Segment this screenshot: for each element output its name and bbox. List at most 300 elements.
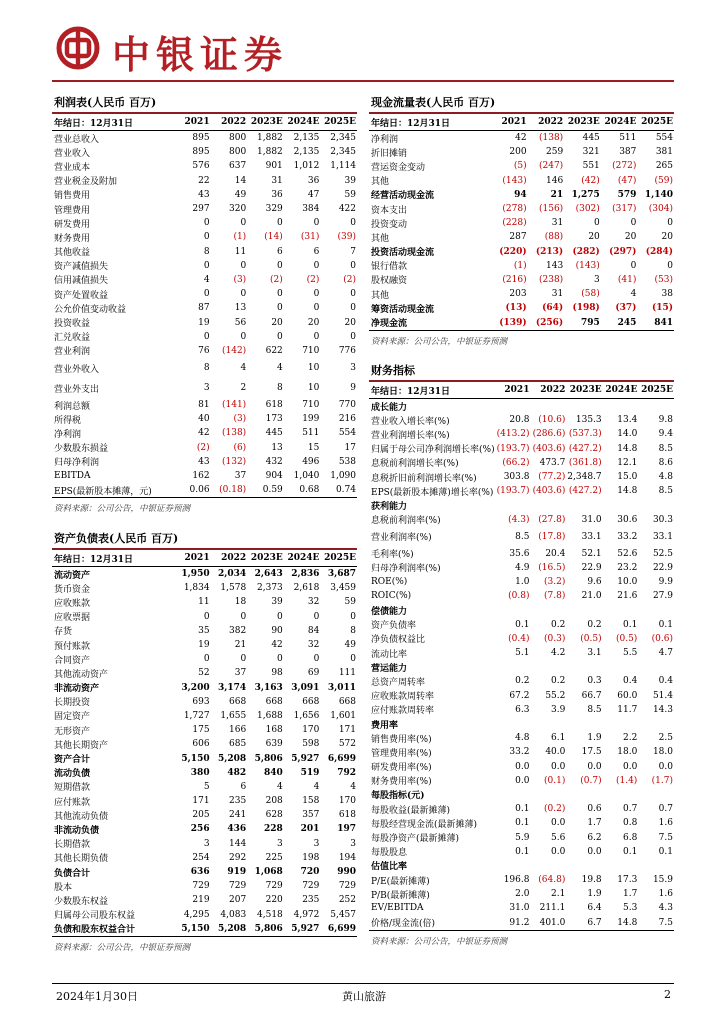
- row-label: 每股指标(元): [371, 791, 425, 802]
- row-label: 偿债能力: [371, 607, 408, 618]
- cell-value: 0: [277, 260, 283, 271]
- cell-value: 919: [227, 867, 247, 878]
- cell-value: 4.8: [515, 733, 530, 744]
- cell-value: 39: [344, 175, 356, 186]
- cell-value: [603, 859, 639, 873]
- cell-value: 303.8: [503, 472, 530, 483]
- table-row: [52, 652, 357, 666]
- cell-value: 445: [265, 428, 283, 439]
- cell-value: [566, 498, 602, 512]
- cell-value: (1): [233, 232, 247, 243]
- cell-value: 35: [198, 625, 210, 636]
- cell-value: (427.2): [568, 443, 602, 454]
- table-row: [52, 159, 357, 173]
- cell-value: 9.8: [658, 415, 673, 426]
- cell-value: 3,459: [330, 583, 356, 594]
- table-header-row: [369, 114, 674, 131]
- row-label: 应收账款周转率: [371, 692, 435, 703]
- cell-value: 3: [350, 363, 356, 373]
- table-row: [369, 174, 674, 188]
- row-label: 研发费用: [54, 219, 91, 230]
- cell-value: 2,348.7: [567, 472, 602, 483]
- row-label: 公允价值变动收益: [54, 304, 127, 315]
- cell-value: 4.8: [658, 472, 673, 483]
- cell-value: 4.2: [551, 648, 566, 659]
- cell-value: (2): [343, 274, 356, 285]
- cell-value: 1.9: [587, 733, 602, 744]
- cell-value: 0.0: [551, 818, 566, 829]
- cell-value: 287: [509, 232, 527, 243]
- cell-value: 576: [192, 161, 210, 172]
- cell-value: (304): [648, 204, 673, 215]
- cell-value: 66.7: [581, 690, 602, 701]
- cell-value: 445: [582, 133, 600, 144]
- cell-value: 4.7: [658, 648, 673, 659]
- cell-value: 0: [350, 289, 356, 300]
- table-row: [369, 703, 674, 717]
- cell-value: 0: [277, 331, 283, 342]
- cell-value: 895: [192, 133, 210, 144]
- cell-value: 49: [344, 640, 356, 651]
- cell-value: (403.6): [532, 443, 566, 454]
- cell-value: (193.7): [496, 443, 530, 454]
- cell-value: 990: [337, 867, 356, 878]
- table-row: [52, 426, 357, 440]
- cell-value: 329: [265, 204, 283, 215]
- table-row: [52, 666, 357, 680]
- row-label: 总资产周转率: [371, 677, 426, 688]
- cell-value: [638, 498, 674, 512]
- row-label: 流动比率: [371, 649, 408, 660]
- cell-value: 0.2: [587, 619, 602, 630]
- cell-value: [638, 660, 674, 674]
- cell-value: [530, 399, 566, 414]
- cell-value: 173: [265, 414, 283, 425]
- cell-value: (5): [513, 161, 527, 172]
- row-label: 股权融资: [371, 276, 408, 287]
- cell-value: 0: [203, 218, 210, 229]
- cell-value: 554: [655, 133, 673, 144]
- cell-value: 538: [338, 456, 356, 467]
- cell-value: 40: [198, 414, 210, 425]
- header-label: 年结日：12月31日: [369, 382, 495, 399]
- cell-value: (31): [300, 232, 320, 243]
- table-row: [52, 794, 357, 808]
- cell-value: (537.3): [568, 429, 602, 440]
- cell-value: (88): [544, 232, 564, 243]
- table-row: [52, 893, 357, 907]
- cell-value: 32: [307, 597, 320, 608]
- cell-value: 42: [271, 640, 283, 651]
- cell-value: 482: [227, 767, 247, 778]
- table-row: [369, 802, 674, 816]
- row-label: 营业收入增长率(%): [371, 416, 450, 427]
- cell-value: 6.7: [587, 917, 602, 928]
- cell-value: 6.8: [622, 832, 638, 843]
- cell-value: 12.1: [617, 457, 638, 468]
- cell-value: [603, 717, 639, 731]
- cell-value: 5,208: [218, 753, 247, 764]
- cell-value: 436: [227, 824, 247, 835]
- cell-value: 81: [198, 400, 210, 411]
- row-label: 长期投资: [54, 698, 91, 709]
- table-row: [369, 230, 674, 244]
- cell-value: 39: [271, 597, 283, 608]
- table-row: [369, 760, 674, 774]
- cell-value: 36: [307, 175, 320, 186]
- cell-value: [603, 603, 639, 617]
- cell-value: 0.1: [515, 619, 530, 630]
- row-label: 估值比率: [371, 862, 408, 873]
- cell-value: 143: [546, 260, 564, 271]
- cell-value: [495, 788, 531, 802]
- cell-value: 201: [300, 824, 320, 835]
- cell-value: 2.5: [658, 733, 673, 744]
- cell-value: [638, 717, 674, 731]
- cell-value: 14.8: [617, 917, 638, 928]
- cell-value: (3): [233, 414, 247, 425]
- table-row: [369, 456, 674, 470]
- cell-value: 3: [203, 383, 210, 393]
- cell-value: 19.8: [581, 875, 602, 886]
- cell-value: 3: [277, 838, 283, 849]
- table-row: [369, 216, 674, 230]
- table-row: [369, 916, 674, 930]
- cell-value: [530, 498, 566, 512]
- cell-value: 0.1: [622, 846, 638, 857]
- cell-value: 1,090: [330, 471, 356, 482]
- row-label: EPS(最新股本摊薄，元): [54, 486, 152, 497]
- cell-value: (15): [651, 303, 673, 314]
- table-row: [369, 442, 674, 456]
- cell-value: 3,174: [218, 682, 247, 693]
- table-row: [369, 259, 674, 273]
- cell-value: 0: [350, 654, 356, 665]
- cell-value: 4: [277, 363, 283, 373]
- cell-value: 1,727: [183, 710, 210, 721]
- cell-value: [566, 717, 602, 731]
- cell-value: 387: [619, 147, 637, 158]
- cell-value: 20: [271, 317, 283, 328]
- table-row: [369, 145, 674, 159]
- cell-value: [638, 399, 674, 414]
- cell-value: 3: [203, 838, 210, 849]
- cell-value: (272): [612, 161, 637, 172]
- cell-value: (0.4): [508, 633, 530, 644]
- row-label: EPS(最新股本摊薄)增长率(%): [371, 487, 494, 498]
- cell-value: 3,163: [254, 682, 283, 693]
- row-label: 经营活动现金流: [371, 191, 435, 202]
- cell-value: 4: [350, 781, 356, 792]
- header-year: 2025E: [638, 382, 674, 399]
- cell-value: 31.0: [509, 903, 530, 914]
- cell-value: 6: [313, 246, 320, 257]
- cell-value: 2.1: [551, 889, 566, 900]
- header-year: 2023E: [247, 550, 284, 567]
- cell-value: 23.2: [617, 562, 638, 573]
- cell-value: 0.2: [551, 676, 566, 687]
- row-label: 非流动负债: [54, 825, 100, 836]
- header-year: 2024E: [284, 114, 321, 131]
- header-year: 2025E: [637, 114, 674, 131]
- table-header-row: [369, 382, 674, 399]
- header-label: 年结日：12月31日: [52, 550, 174, 567]
- table-row: [369, 774, 674, 788]
- cell-value: 35.6: [509, 548, 530, 559]
- row-label: 预付账款: [54, 641, 91, 652]
- cell-value: 33.1: [581, 531, 602, 542]
- cell-value: (247): [538, 161, 564, 172]
- cell-value: 0.0: [551, 846, 566, 857]
- cell-value: [638, 603, 674, 617]
- table-row: [369, 632, 674, 646]
- table-row: [52, 709, 357, 723]
- cell-value: 0.3: [587, 676, 602, 687]
- cell-value: 519: [300, 767, 320, 778]
- cell-value: 171: [338, 725, 356, 736]
- cell-value: 0.1: [515, 804, 530, 815]
- cell-value: 800: [229, 147, 247, 158]
- cell-value: 4,295: [183, 909, 210, 920]
- cell-value: 0: [667, 260, 673, 271]
- cell-value: 9.9: [658, 577, 673, 588]
- cell-value: 8: [203, 246, 210, 257]
- cell-value: 14.8: [617, 443, 638, 454]
- cell-value: 2,135: [293, 147, 320, 158]
- cell-value: 668: [229, 696, 247, 707]
- cell-value: 693: [192, 696, 210, 707]
- cell-value: 618: [338, 810, 356, 821]
- cell-value: 144: [229, 838, 247, 849]
- cell-value: 579: [617, 189, 637, 200]
- cell-value: (2): [306, 274, 320, 285]
- cell-value: (403.6): [532, 486, 566, 497]
- cell-value: 3,200: [181, 682, 210, 693]
- cell-value: 1,012: [293, 161, 320, 172]
- cell-value: 1,068: [254, 867, 283, 878]
- cell-value: [566, 399, 602, 414]
- cell-value: 14.3: [652, 704, 673, 715]
- row-label: 每股净资产(最新摊薄): [371, 834, 460, 845]
- cell-value: (132): [221, 456, 247, 467]
- table-row: [52, 412, 357, 426]
- cell-value: 19: [198, 640, 210, 651]
- header-year: 2022: [528, 114, 565, 131]
- cell-value: (427.2): [568, 486, 602, 497]
- cell-value: 0.1: [515, 846, 530, 857]
- cell-value: 2,034: [218, 569, 247, 580]
- cell-value: 20.4: [545, 548, 566, 559]
- table-row: [369, 188, 674, 202]
- cell-value: [566, 660, 602, 674]
- cell-value: 0.7: [622, 804, 638, 815]
- row-label: 应付账款周转率: [371, 706, 435, 717]
- row-label: 归属于母公司净利润增长率(%): [371, 445, 495, 456]
- cell-value: 18.0: [617, 747, 638, 758]
- table-row: [369, 788, 674, 802]
- financial-ratios-table: [369, 382, 674, 930]
- cell-value: 42: [198, 428, 210, 439]
- cell-value: 162: [192, 471, 210, 482]
- table-row: [52, 922, 357, 936]
- cell-value: 0: [313, 331, 320, 342]
- cell-value: 357: [302, 810, 320, 821]
- cell-value: 622: [265, 345, 283, 356]
- cell-value: (413.2): [496, 429, 530, 440]
- cell-value: 598: [302, 739, 320, 750]
- header-year: 2024E: [603, 382, 639, 399]
- cell-value: 10.0: [617, 577, 638, 588]
- table-row: [369, 399, 674, 414]
- cell-value: 21: [550, 189, 564, 200]
- row-label: 每股收益(最新摊薄): [371, 805, 451, 816]
- cell-value: 1,040: [293, 471, 320, 482]
- table-row: [52, 737, 357, 751]
- row-label: 银行借款: [371, 262, 408, 273]
- row-label: 存货: [54, 627, 73, 638]
- cell-value: (4.3): [508, 514, 530, 525]
- row-label: 投资变动: [371, 219, 408, 230]
- header-year: 2023E: [247, 114, 284, 131]
- cell-value: (282): [572, 246, 600, 257]
- cell-value: 43: [198, 189, 210, 200]
- table-row: [369, 427, 674, 441]
- cell-value: (13): [505, 303, 527, 314]
- cell-value: 21.6: [617, 591, 638, 602]
- table-row: [52, 273, 357, 287]
- income-statement-table: [52, 114, 357, 497]
- cell-value: 2: [240, 383, 247, 393]
- cell-value: (139): [499, 317, 527, 328]
- cell-value: 3,687: [327, 569, 356, 580]
- row-label: 归母净利润率(%): [371, 564, 441, 575]
- cell-value: (0.3): [544, 633, 566, 644]
- cell-value: 37: [234, 668, 247, 679]
- cell-value: 0: [594, 218, 600, 229]
- cell-value: 5.6: [551, 832, 566, 843]
- cell-value: 259: [546, 147, 564, 158]
- cell-value: (10.6): [538, 415, 566, 426]
- cell-value: 76: [198, 345, 210, 356]
- cell-value: 0.1: [658, 846, 673, 857]
- table-row: [369, 603, 674, 617]
- cell-value: 84: [307, 625, 320, 636]
- cell-value: 776: [338, 345, 356, 356]
- cell-value: 511: [619, 133, 637, 144]
- row-label: 营业外支出: [54, 384, 100, 395]
- cell-value: 90: [271, 625, 283, 636]
- row-label: 研发费用率(%): [371, 763, 432, 774]
- brand-name: 中银证券: [112, 32, 289, 77]
- row-label: 归母净利润: [54, 458, 100, 469]
- row-label: 其他: [371, 177, 390, 188]
- cell-value: 6: [277, 246, 283, 257]
- cell-value: 1,882: [257, 133, 283, 144]
- table-header-row: [52, 114, 357, 131]
- cell-value: 3,091: [291, 682, 320, 693]
- financial-ratios-section: [369, 362, 674, 947]
- cell-value: [638, 859, 674, 873]
- table-row: [369, 575, 674, 589]
- cell-value: (66.2): [502, 457, 530, 468]
- cell-value: 554: [338, 428, 356, 439]
- cell-value: 6,699: [327, 753, 356, 764]
- cell-value: 254: [192, 852, 210, 863]
- table-row: [52, 851, 357, 865]
- cell-value: 5,927: [291, 923, 320, 934]
- table-row: [52, 287, 357, 301]
- cell-value: (228): [502, 218, 527, 229]
- header-year: 2021: [491, 114, 528, 131]
- row-label: 其他: [371, 290, 390, 301]
- row-label: EV/EBITDA: [371, 903, 424, 914]
- cell-value: (302): [575, 204, 600, 215]
- cell-value: 292: [229, 852, 247, 863]
- cell-value: 496: [302, 456, 320, 467]
- cell-value: 14.8: [617, 486, 638, 497]
- cell-value: 207: [229, 895, 247, 906]
- cell-value: 637: [229, 161, 247, 172]
- financial-ratios-title: 财务指标: [369, 362, 674, 382]
- cell-value: 0: [313, 218, 320, 229]
- row-label: 无形资产: [54, 726, 91, 737]
- cell-value: (138): [538, 133, 564, 144]
- cell-value: 8: [350, 625, 356, 636]
- cash-flow-table: [369, 114, 674, 330]
- cell-value: 11: [234, 246, 247, 257]
- cell-value: 0: [240, 260, 247, 271]
- cell-value: 0.8: [622, 818, 638, 829]
- cell-value: 198: [302, 852, 320, 863]
- cell-value: 10: [307, 363, 320, 373]
- cell-value: 194: [338, 852, 356, 863]
- cell-value: 1.0: [515, 577, 530, 588]
- cell-value: 49: [234, 189, 247, 200]
- table-row: [52, 174, 357, 188]
- cell-value: 15.0: [617, 472, 638, 483]
- cell-value: [603, 498, 639, 512]
- cell-value: 6,699: [327, 923, 356, 934]
- cell-value: 219: [192, 895, 210, 906]
- table-row: [52, 315, 357, 329]
- row-label: 营业利润: [54, 347, 91, 358]
- income-statement-source: 资料来源：公司公告，中银证券预测: [52, 497, 357, 514]
- table-row: [369, 315, 674, 329]
- cell-value: 69: [307, 668, 320, 679]
- row-label: 短期借款: [54, 783, 91, 794]
- table-row: [369, 689, 674, 703]
- cell-value: 170: [302, 725, 320, 736]
- row-label: 固定资产: [54, 712, 91, 723]
- row-label: 信用减值损失: [54, 276, 109, 287]
- row-label: 营业收入: [54, 148, 91, 159]
- cell-value: (3.2): [544, 577, 566, 588]
- cell-value: 0.1: [622, 619, 638, 630]
- cell-value: 5,806: [254, 753, 283, 764]
- cell-value: 0: [277, 218, 283, 229]
- cell-value: 220: [265, 895, 283, 906]
- cell-value: 22: [198, 175, 210, 186]
- cell-value: 252: [338, 895, 356, 906]
- table-row: [52, 469, 357, 483]
- cash-flow-title: 现金流量表(人民币 百万): [369, 94, 674, 114]
- cell-value: 265: [655, 161, 673, 172]
- cell-value: 203: [509, 289, 527, 300]
- cell-value: 0: [350, 303, 356, 314]
- row-label: 流动资产: [54, 570, 91, 581]
- table-row: [369, 731, 674, 745]
- row-label: 应收票据: [54, 613, 91, 624]
